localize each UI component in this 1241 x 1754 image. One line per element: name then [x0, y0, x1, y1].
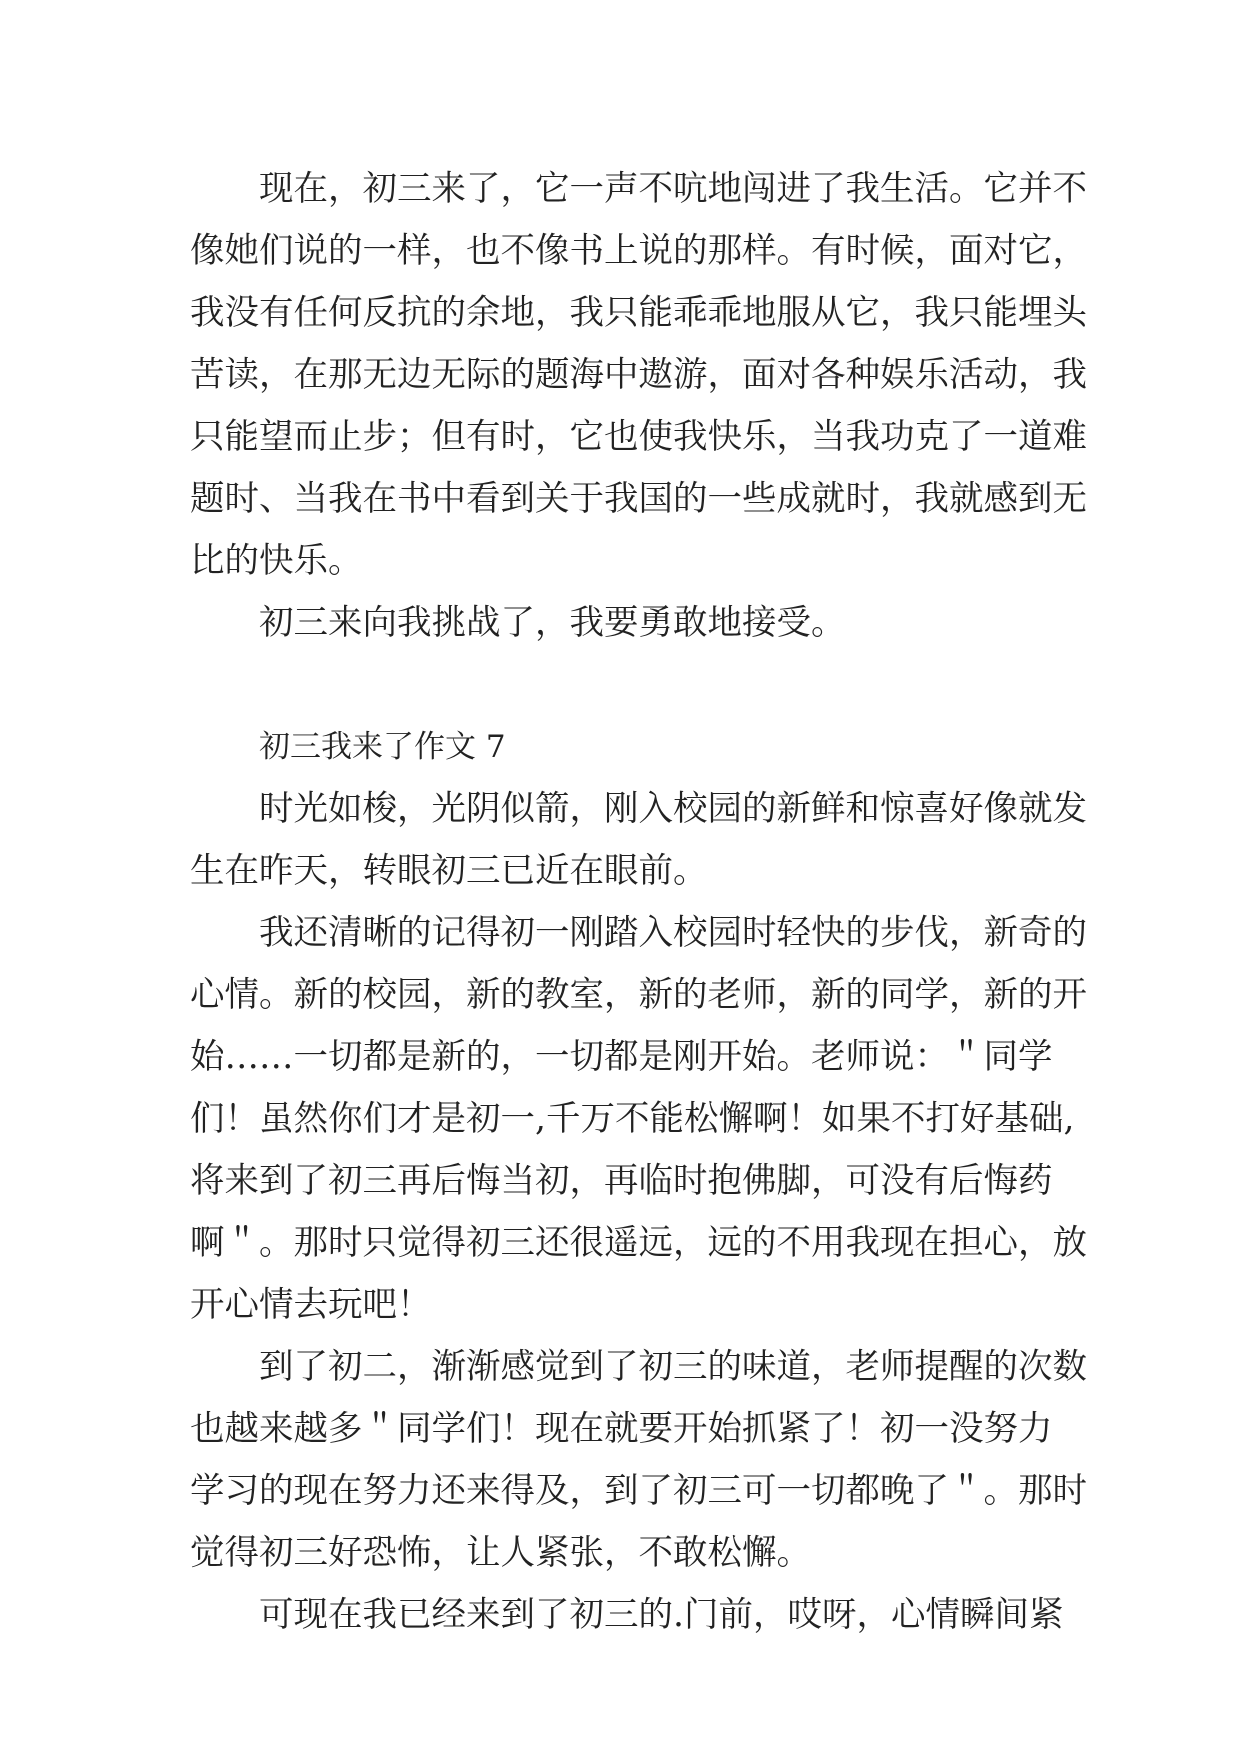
text-line: 只能望而止步；但有时，它也使我快乐，当我功克了一道难 — [190, 417, 1087, 457]
text-line: 初三来向我挑战了，我要勇敢地接受。 — [259, 603, 846, 643]
paragraph — [190, 1336, 1087, 1584]
text-line: 题时、当我在书中看到关于我国的一些成就时，我就感到无 — [190, 479, 1087, 519]
paragraph — [190, 158, 1087, 592]
text-line: 苦读，在那无边无际的题海中遨游，面对各种娱乐活动，我 — [190, 355, 1087, 395]
document-body — [190, 158, 1087, 1646]
text-line: 时光如梭，光阴似箭，刚入校园的新鲜和惊喜好像就发 — [259, 789, 1087, 829]
text-line: 也越来越多＂同学们！现在就要开始抓紧了！初一没努力 — [190, 1409, 1053, 1449]
text-line: 我还清晰的记得初一刚踏入校园时轻快的步伐，新奇的 — [259, 913, 1087, 953]
text-line: 将来到了初三再后悔当初，再临时抱佛脚，可没有后悔药 — [190, 1161, 1053, 1201]
text-line: 像她们说的一样，也不像书上说的那样。有时候，面对它， — [190, 231, 1087, 271]
paragraph — [190, 592, 1070, 654]
text-line: 始……一切都是新的，一切都是刚开始。老师说：＂同学 — [190, 1037, 1053, 1077]
text-line: 可现在我已经来到了初三的.门前，哎呀，心情瞬间紧 — [259, 1595, 1064, 1635]
text-line: 开心情去玩吧！ — [190, 1285, 432, 1325]
section-gap — [190, 654, 1070, 716]
text-line: 生在昨天，转眼初三已近在眼前。 — [190, 851, 708, 891]
paragraph — [190, 778, 1087, 902]
text-line: 我没有任何反抗的余地，我只能乖乖地服从它，我只能埋头 — [190, 293, 1087, 333]
text-line: 现在，初三来了，它一声不吭地闯进了我生活。它并不 — [259, 169, 1087, 209]
text-line: 啊＂。那时只觉得初三还很遥远，远的不用我现在担心，放 — [190, 1223, 1087, 1263]
text-line: 比的快乐。 — [190, 541, 363, 581]
text-line: 到了初二，渐渐感觉到了初三的味道，老师提醒的次数 — [259, 1347, 1087, 1387]
text-line: 们！虽然你们才是初一,千万不能松懈啊！如果不打好基础, — [190, 1099, 1075, 1139]
text-line: 觉得初三好恐怖，让人紧张，不敢松懈。 — [190, 1533, 811, 1573]
section-heading: 初三我来了作文 7 — [259, 729, 506, 765]
text-line: 学习的现在努力还来得及，到了初三可一切都晚了＂。那时 — [190, 1471, 1087, 1511]
paragraph — [190, 902, 1087, 1336]
text-line: 心情。新的校园，新的教室，新的老师，新的同学，新的开 — [190, 975, 1087, 1015]
paragraph — [190, 1584, 1070, 1646]
